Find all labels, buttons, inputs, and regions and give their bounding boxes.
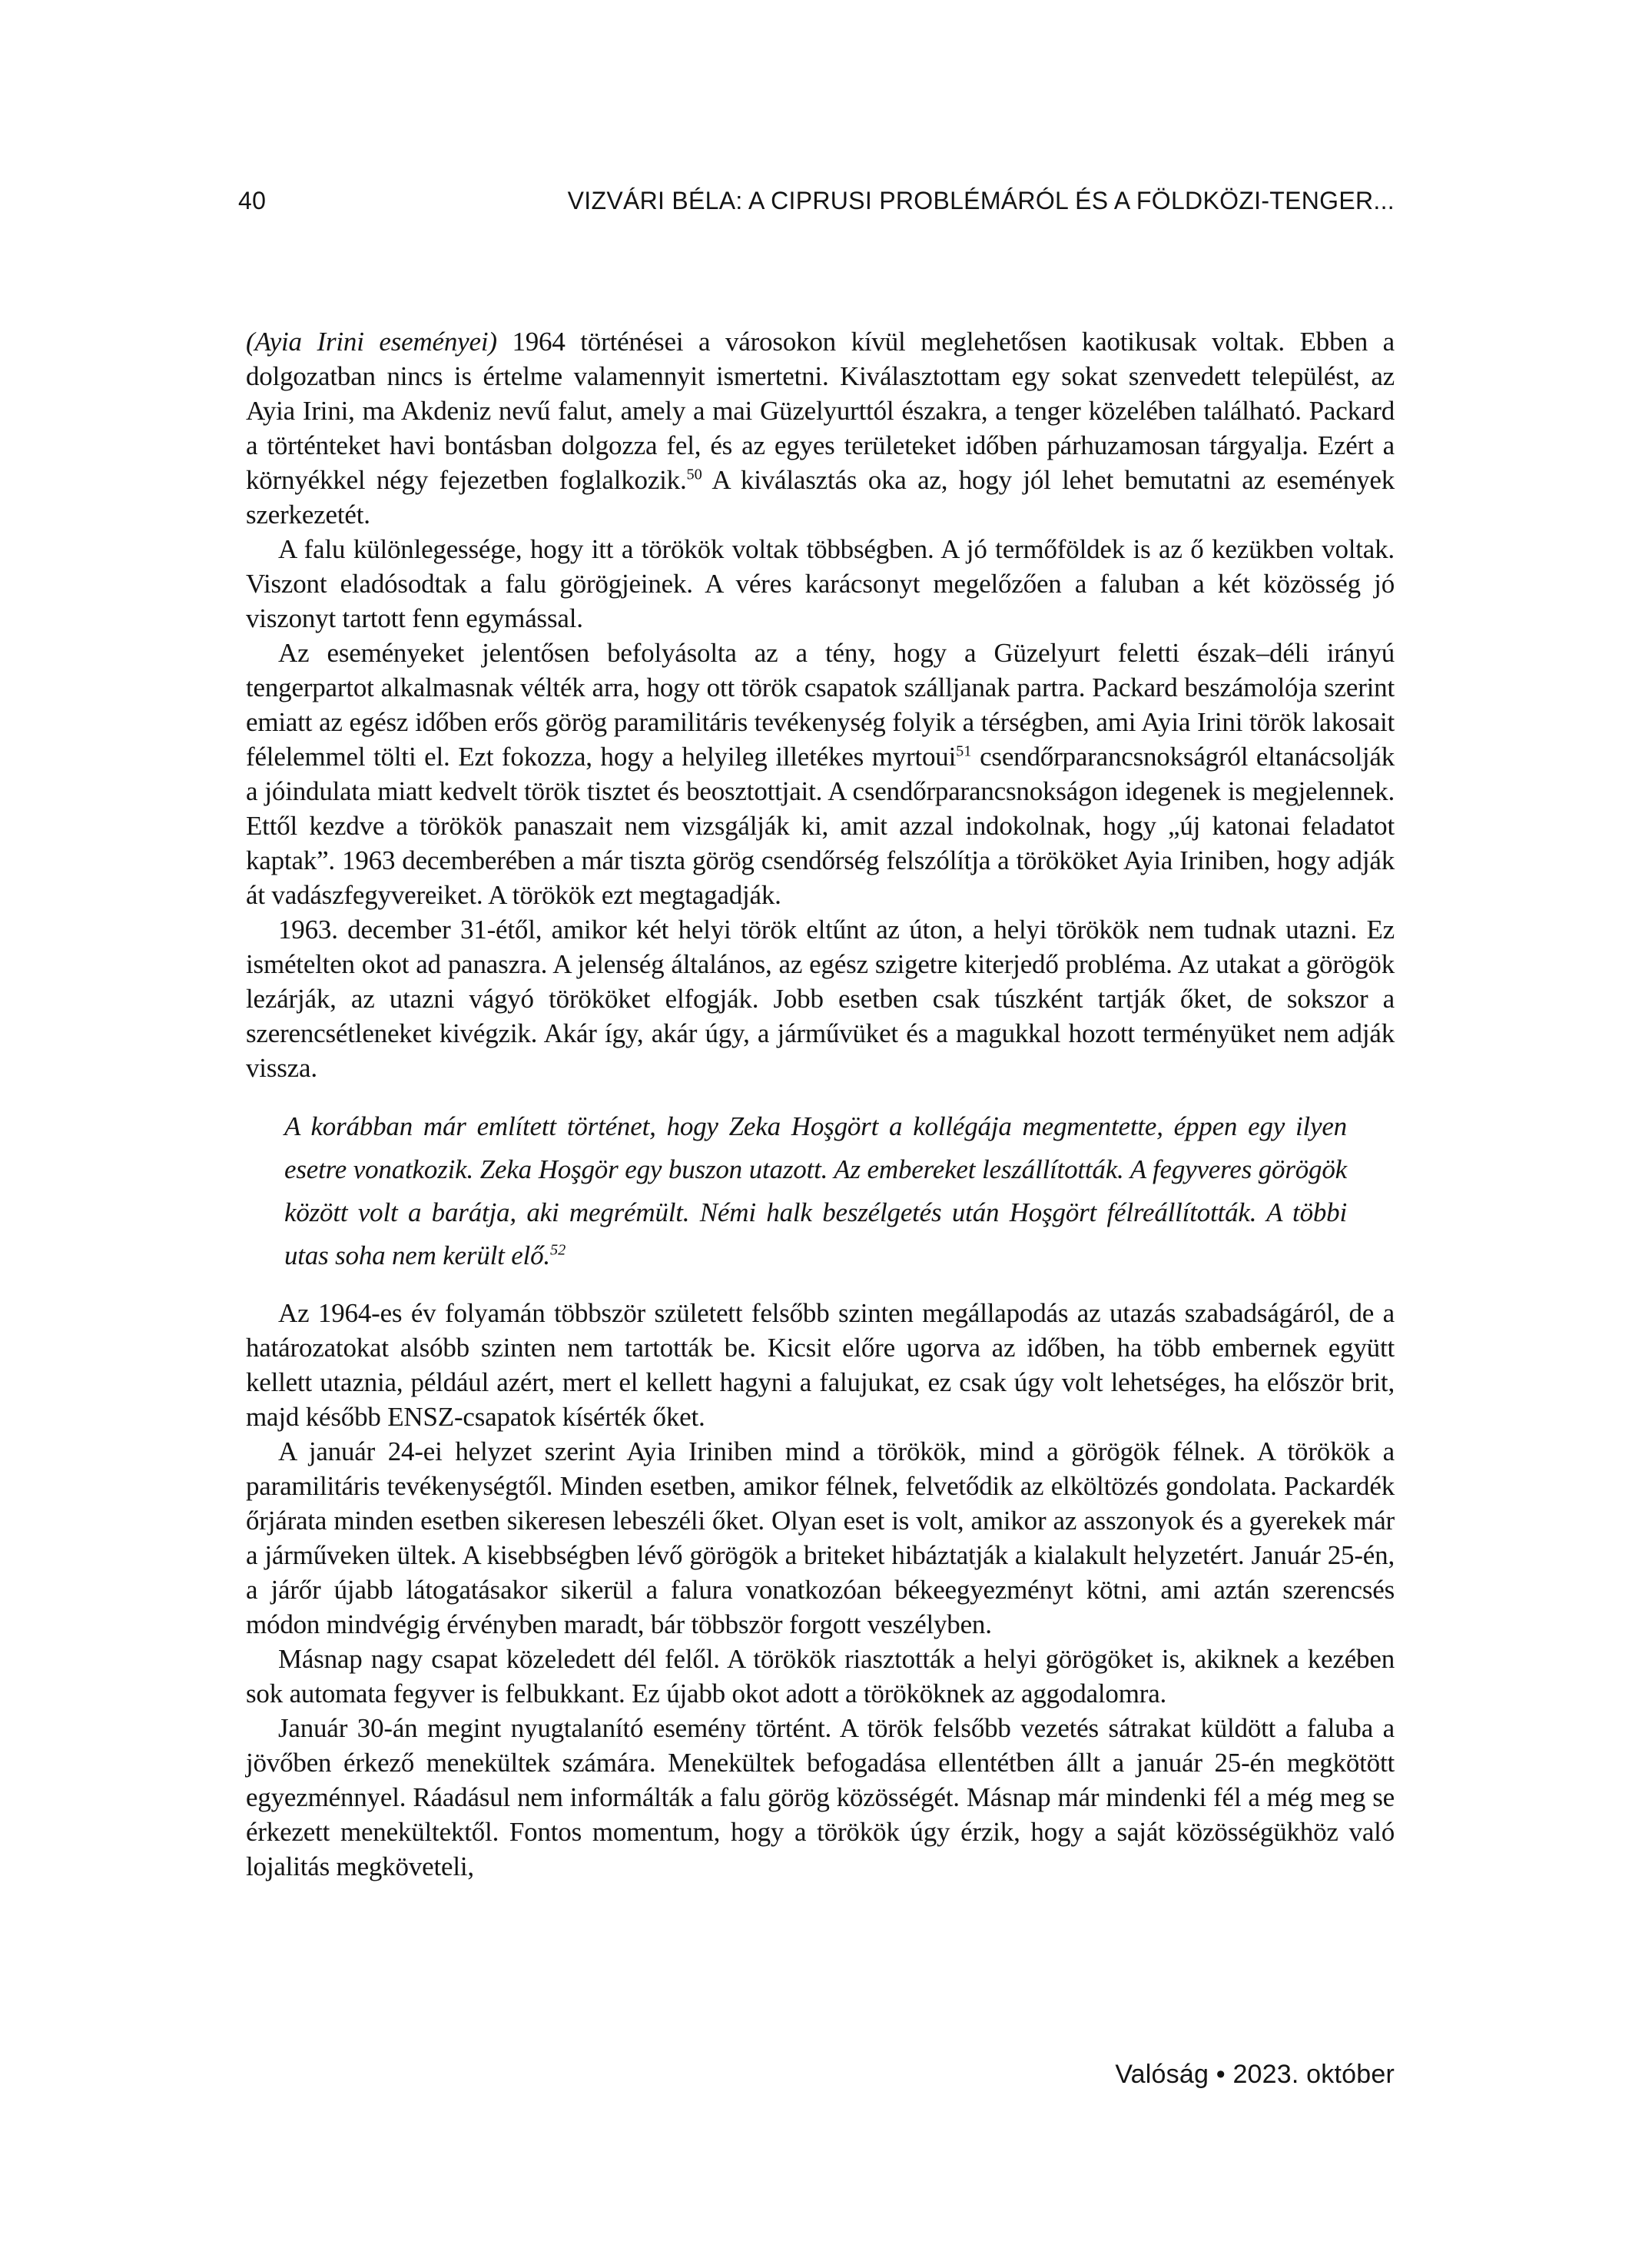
paragraph	[246, 1296, 1395, 1434]
article-body	[246, 324, 1395, 1884]
running-title: VIZVÁRI BÉLA: A CIPRUSI PROBLÉMÁRÓL ÉS A FÖLDKÖZI-TENGER...	[567, 187, 1395, 214]
body-text: Az eseményeket jelentősen befolyásolta az a tény, hogy a Güzelyurt feletti észak–déli irányú tengerpartot alkalmasnak vélték arra, hogy ott török csapatok szálljanak partra. Packard beszámolója szerint emiatt az egész időben erős görög paramilitáris tevékenység folyik a térségben, ami Ayia Irini török lakosait félelemmel tölti el. Ezt fokozza, hogy a helyileg illetékes myrtoui	[246, 638, 1395, 772]
body-text: A falu különlegessége, hogy itt a törökök voltak többségben. A jó termőföldek is az ő kezükben voltak. Viszont eladósodtak a falu görögjeinek. A véres karácsonyt megelőzően a faluban a két közösség jó viszonyt tartott fenn egymással.	[246, 534, 1395, 633]
body-text: 1964 történései a városokon kívül meglehetősen kaotikusak voltak. Ebben a dolgozatban nincs is értelme valamennyit ismertetni. Kiválasztottam egy sokat szenvedett települést, az Ayia Irini, ma Akdeniz nevű falut, amely a mai Güzelyurttól északra, a tenger közelében található. Packard a történteket havi bontásban dolgozza fel, és az egyes területeket időben párhuzamosan tárgyalja. Ezért a környékkel négy fejezetben foglalkozik.	[246, 327, 1395, 495]
paragraph	[246, 1642, 1395, 1711]
paragraph	[246, 1711, 1395, 1884]
footnote-ref: 50	[686, 466, 702, 483]
page-footer	[238, 2060, 1395, 2090]
body-text: A kiválasztás oka az, hogy jól lehet bemutatni az események szerkezetét.	[246, 465, 1395, 530]
block-quote	[284, 1105, 1395, 1277]
body-text: csendőrparancsnokságról eltanácsolják a jóindulata miatt kedvelt török tisztet és beosztottjait. A csendőrparancsnokságon idegenek is megjelennek. Ettől kezdve a törökök panaszait nem vizsgálják ki, amit azzal indokolnak, hogy „új katonai feladatot kaptak”. 1963 decemberében a már tiszta görög csendőrség felszólítja a törököket Ayia Iriniben, hogy adják át vadászfegyvereiket. A törökök ezt megtagadják.	[246, 742, 1395, 910]
footnote-ref: 51	[956, 742, 972, 760]
paragraph	[246, 324, 1395, 532]
body-text: Az 1964-es év folyamán többször született felsőbb szinten megállapodás az utazás szabadságáról, de a határozatokat alsóbb szinten nem tartották be. Kicsit előre ugorva az időben, ha több embernek együtt kellett utaznia, például azért, mert el kellett hagyni a falujukat, ez csak úgy volt lehetséges, ha először brit, majd később ENSZ-csapatok kísérték őket.	[246, 1298, 1395, 1432]
body-text: Január 30-án megint nyugtalanító esemény történt. A török felsőbb vezetés sátrakat küldött a faluba a jövőben érkező menekültek számára. Menekültek befogadása ellentétben állt a január 25-én megkötött egyezménnyel. Ráadásul nem informálták a falu görög közösségét. Másnap már mindenki fél a még meg se érkezett menekültektől. Fontos momentum, hogy a törökök úgy érzik, hogy a saját közösségükhöz való lojalitás megköveteli,	[246, 1713, 1395, 1881]
footnote-ref: 52	[549, 1241, 566, 1259]
paragraph	[246, 636, 1395, 912]
body-text: 1963. december 31-étől, amikor két helyi török eltűnt az úton, a helyi törökök nem tudnak utazni. Ez ismételten okot ad panaszra. A jelenség általános, az egész szigetre kiterjedő probléma. Az utakat a görögök lezárják, az utazni vágyó törököket elfogják. Jobb esetben csak túszként tartják őket, de sokszor a szerencsétleneket kivégzik. Akár így, akár úgy, a járművüket és a magukkal hozott terményüket nem adják vissza.	[246, 915, 1395, 1083]
page-header	[238, 187, 1395, 215]
body-text: A január 24-ei helyzet szerint Ayia Iriniben mind a törökök, mind a görögök félnek. A törökök a paramilitáris tevékenységtől. Minden esetben, amikor félnek, felvetődik az elköltözés gondolata. Packardék őrjárata minden esetben sikeresen lebeszéli őket. Olyan eset is volt, amikor az asszonyok és a gyerekek már a járműveken ültek. A kisebbségben lévő görögök a briteket hibáztatják a kialakult helyzetért. Január 25-én, a járőr újabb látogatásakor sikerül a falura vonatkozóan békeegyezményt kötni, ami aztán szerencsés módon mindvégig érvényben maradt, bár többször forgott veszélyben.	[246, 1436, 1395, 1639]
paragraph	[246, 912, 1395, 1085]
paragraph	[246, 1434, 1395, 1642]
body-text: Másnap nagy csapat közeledett dél felől. A törökök riasztották a helyi görögöket is, akiknek a kezében sok automata fegyver is felbukkant. Ez újabb okot adott a törököknek az aggodalomra.	[246, 1644, 1395, 1708]
page-number: 40	[238, 187, 267, 214]
body-text: A korábban már említett történet, hogy Zeka Hoşgört a kollégája megmentette, éppen egy ilyen esetre vonatkozik. Zeka Hoşgör egy buszon utazott. Az embereket leszállították. A fegyveres görögök között volt a barátja, aki megrémült. Némi halk beszélgetés után Hoşgört félreállították. A többi utas soha nem került elő.	[284, 1111, 1347, 1270]
italic-lead-text: (Ayia Irini eseményei)	[246, 327, 497, 357]
journal-footer-text: Valóság • 2023. október	[1115, 2060, 1395, 2089]
paragraph	[246, 532, 1395, 636]
